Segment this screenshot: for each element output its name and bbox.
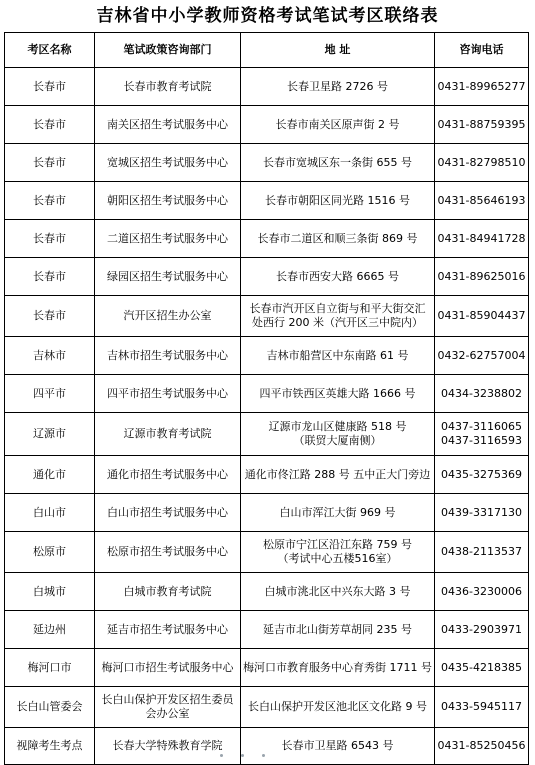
cell-address	[241, 106, 435, 144]
cell-area: 视障考生考点	[5, 728, 95, 765]
cell-phone-line: 0431-82798510	[437, 155, 526, 169]
header-phone: 咨询电话	[435, 33, 529, 68]
cell-phone	[435, 375, 529, 413]
cell-phone	[435, 573, 529, 611]
cell-address-line: 白山市浑江大街 969 号	[279, 505, 396, 519]
cell-address	[241, 456, 435, 494]
cell-dept	[95, 456, 241, 494]
table-row	[5, 413, 529, 456]
cell-dept-line: 宽城区招生考试服务中心	[107, 155, 228, 169]
cell-dept	[95, 494, 241, 532]
cell-dept	[95, 611, 241, 649]
page-edge-dots	[220, 742, 320, 752]
cell-phone-line: 0435-3275369	[441, 467, 522, 481]
cell-area: 梅河口市	[5, 649, 95, 687]
cell-dept	[95, 182, 241, 220]
cell-address	[241, 144, 435, 182]
cell-phone	[435, 258, 529, 296]
cell-address-line: 辽源市龙山区健康路 518 号	[268, 420, 407, 433]
header-area: 考区名称	[5, 33, 95, 68]
cell-dept-line: 延吉市招生考试服务中心	[107, 622, 228, 636]
table-row	[5, 573, 529, 611]
cell-area: 延边州	[5, 611, 95, 649]
cell-dept	[95, 337, 241, 375]
cell-area: 长春市	[5, 68, 95, 106]
cell-address-line: 四平市铁西区英雄大路 1666 号	[259, 386, 416, 400]
cell-dept	[95, 68, 241, 106]
cell-address-line: 白城市洮北区中兴东大路 3 号	[264, 584, 411, 598]
cell-address	[241, 687, 435, 728]
cell-phone	[435, 182, 529, 220]
cell-phone	[435, 106, 529, 144]
cell-phone-line: 0437-3116065	[441, 420, 522, 433]
cell-phone-line: 0436-3230006	[441, 584, 522, 598]
header-dept: 笔试政策咨询部门	[95, 33, 241, 68]
cell-dept	[95, 728, 241, 765]
cell-phone-line: 0431-89965277	[437, 79, 526, 93]
table-row	[5, 649, 529, 687]
cell-area: 通化市	[5, 456, 95, 494]
cell-dept-line: 长白山保护开发区招生委员	[101, 693, 234, 706]
cell-phone	[435, 494, 529, 532]
cell-phone-line: 0438-2113537	[441, 545, 522, 558]
cell-dept-line: 通化市招生考试服务中心	[107, 467, 228, 481]
cell-dept	[95, 413, 241, 456]
cell-dept	[95, 220, 241, 258]
cell-address	[241, 182, 435, 220]
table-row	[5, 106, 529, 144]
cell-dept	[95, 144, 241, 182]
cell-address-line: 处西行 200 米（汽开区三中院内）	[252, 316, 423, 329]
cell-area: 长白山管委会	[5, 687, 95, 728]
table-row	[5, 611, 529, 649]
cell-address	[241, 375, 435, 413]
cell-area: 长春市	[5, 106, 95, 144]
cell-dept-line: 南关区招生考试服务中心	[107, 117, 228, 131]
cell-phone-line: 0431-85646193	[437, 193, 526, 207]
cell-address-line: （联贸大厦南侧）	[293, 434, 382, 447]
cell-dept-line: 汽开区招生办公室	[123, 309, 212, 322]
cell-address	[241, 220, 435, 258]
table-row	[5, 68, 529, 106]
cell-address	[241, 532, 435, 573]
cell-area: 松原市	[5, 532, 95, 573]
cell-phone	[435, 532, 529, 573]
cell-phone	[435, 220, 529, 258]
cell-address-line: 长春市汽开区自立街与和平大街交汇	[249, 302, 426, 315]
cell-phone	[435, 144, 529, 182]
cell-phone-line: 0431-85250456	[437, 739, 526, 752]
table-body	[5, 68, 529, 765]
cell-phone	[435, 728, 529, 765]
cell-dept	[95, 106, 241, 144]
cell-dept-line: 朝阳区招生考试服务中心	[107, 193, 228, 207]
cell-phone-line: 0434-3238802	[441, 386, 522, 400]
cell-address-line: 松原市宁江区沿江东路 759 号	[263, 538, 412, 551]
cell-phone-line: 0435-4218385	[441, 660, 522, 674]
cell-address	[241, 337, 435, 375]
cell-dept-line: 长春大学特殊教育学院	[112, 739, 223, 752]
table-row	[5, 375, 529, 413]
cell-dept	[95, 296, 241, 337]
cell-dept-line: 会办公室	[145, 707, 190, 720]
table-row	[5, 296, 529, 337]
cell-address	[241, 413, 435, 456]
cell-phone	[435, 296, 529, 337]
cell-dept	[95, 375, 241, 413]
cell-area: 长春市	[5, 258, 95, 296]
cell-phone-line: 0437-3116593	[441, 434, 522, 447]
cell-phone-line: 0432-62757004	[437, 348, 526, 362]
cell-dept-line: 吉林市招生考试服务中心	[107, 348, 228, 362]
cell-area: 长春市	[5, 296, 95, 337]
cell-phone	[435, 337, 529, 375]
cell-area: 四平市	[5, 375, 95, 413]
cell-address-line: 长春市宽城区东一条街 655 号	[263, 155, 412, 169]
cell-phone	[435, 456, 529, 494]
cell-address-line: 长春市卫星路 6543 号	[281, 739, 394, 752]
cell-address-line: 长春卫星路 2726 号	[287, 79, 388, 93]
table-row	[5, 258, 529, 296]
cell-dept	[95, 649, 241, 687]
table-row	[5, 220, 529, 258]
cell-address	[241, 649, 435, 687]
table-header-row	[5, 33, 529, 68]
cell-address	[241, 611, 435, 649]
cell-phone	[435, 611, 529, 649]
table-row	[5, 337, 529, 375]
header-address: 地 址	[241, 33, 435, 68]
cell-area: 辽源市	[5, 413, 95, 456]
cell-dept-line: 白城市教育考试院	[123, 584, 212, 598]
cell-phone	[435, 687, 529, 728]
cell-address	[241, 494, 435, 532]
table-row	[5, 182, 529, 220]
table-row	[5, 532, 529, 573]
cell-address	[241, 258, 435, 296]
cell-area: 吉林市	[5, 337, 95, 375]
cell-dept	[95, 532, 241, 573]
table-row	[5, 687, 529, 728]
cell-dept-line: 辽源市教育考试院	[123, 427, 212, 440]
cell-address-line: 梅河口市教育服务中心育秀街 1711 号	[243, 660, 432, 674]
cell-dept-line: 梅河口市招生考试服务中心	[101, 660, 234, 674]
cell-phone-line: 0431-84941728	[437, 231, 526, 245]
cell-dept-line: 长春市教育考试院	[123, 79, 212, 93]
cell-phone-line: 0431-89625016	[437, 269, 526, 283]
table-row	[5, 144, 529, 182]
cell-dept-line: 四平市招生考试服务中心	[107, 386, 228, 400]
cell-address-line: 延吉市北山街芳草胡同 235 号	[263, 622, 412, 636]
cell-phone-line: 0433-2903971	[441, 622, 522, 636]
table-row	[5, 456, 529, 494]
cell-address	[241, 296, 435, 337]
cell-address-line: 长春市西安大路 6665 号	[276, 269, 399, 283]
cell-address-line: 长春市二道区和顺三条街 869 号	[257, 231, 418, 245]
page-title: 吉林省中小学教师资格考试笔试考区联络表	[96, 6, 439, 26]
cell-address-line: 长春市朝阳区同光路 1516 号	[265, 193, 410, 207]
cell-dept-line: 松原市招生考试服务中心	[107, 545, 228, 558]
cell-dept-line: 绿园区招生考试服务中心	[107, 269, 228, 283]
cell-phone-line: 0439-3317130	[441, 505, 522, 519]
cell-dept	[95, 687, 241, 728]
cell-address-line: 通化市佟江路 288 号 五中正大门旁边	[244, 467, 431, 481]
cell-address-line: 长白山保护开发区池北区文化路 9 号	[248, 700, 427, 713]
cell-dept-line: 白山市招生考试服务中心	[107, 505, 228, 519]
cell-phone	[435, 649, 529, 687]
contact-table	[4, 32, 529, 765]
cell-address-line: （考试中心五楼516室）	[277, 552, 398, 565]
cell-area: 长春市	[5, 144, 95, 182]
cell-phone	[435, 68, 529, 106]
cell-address	[241, 573, 435, 611]
cell-address-line: 长春市南关区原声街 2 号	[275, 117, 400, 131]
cell-dept	[95, 573, 241, 611]
cell-area: 长春市	[5, 182, 95, 220]
cell-dept	[95, 258, 241, 296]
cell-area: 长春市	[5, 220, 95, 258]
cell-address	[241, 68, 435, 106]
cell-phone-line: 0433-5945117	[441, 700, 522, 713]
cell-phone-line: 0431-85904437	[437, 309, 526, 322]
cell-area: 白山市	[5, 494, 95, 532]
cell-phone	[435, 413, 529, 456]
cell-phone-line: 0431-88759395	[437, 117, 526, 131]
cell-dept-line: 二道区招生考试服务中心	[107, 231, 228, 245]
cell-address-line: 吉林市船营区中东南路 61 号	[266, 348, 409, 362]
cell-area: 白城市	[5, 573, 95, 611]
table-row	[5, 494, 529, 532]
